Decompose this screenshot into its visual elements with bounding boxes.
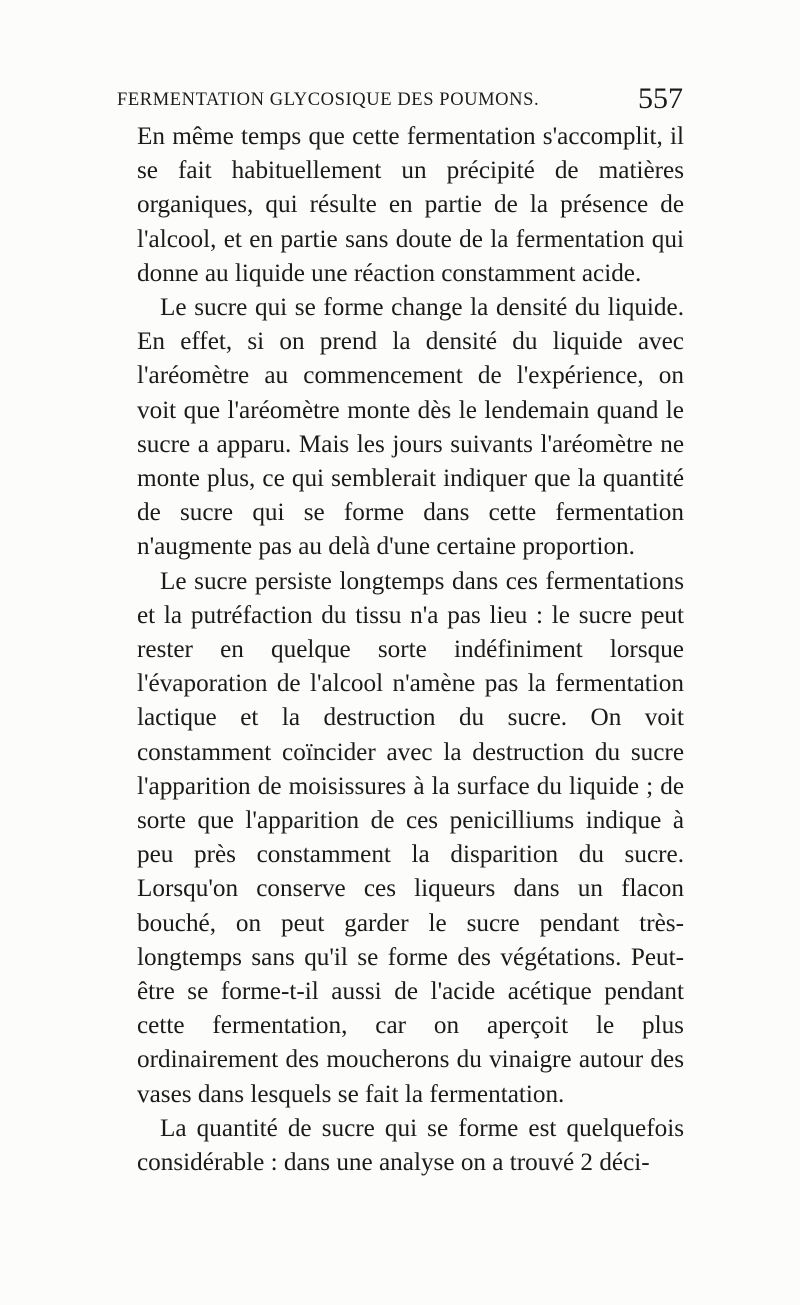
paragraph-2: Le sucre qui se forme change la densité du liquide. En effet, si on prend la densité du liquide avec l'aréomètre au commencement de l'expérience, on voit que l'aréomètre monte dès le lendemain quand le sucre a apparu. Mais les jours suivants l'aréomètre ne monte plus, ce qui semblerait indiquer que la quantité de sucre qui se forme dans cette fermentation n'augmente pas au delà d'une certaine proportion. — [137, 294, 684, 561]
body-text — [137, 120, 684, 1180]
running-title: FERMENTATION GLYCOSIQUE DES POUMONS. — [117, 90, 540, 110]
paragraph-4: La quantité de sucre qui se forme est quelquefois considérable : dans une analyse on a trouvé 2 déci- — [137, 1114, 684, 1177]
running-head — [117, 82, 683, 118]
paragraph-3: Le sucre persiste longtemps dans ces fermentations et la putréfaction du tissu n'a pas lieu : le sucre peut rester en quelque sorte indéfiniment lorsque l'évaporation de l'alcool n'amène pas la fermentation lactique et la destruction du sucre. On voit constamment coïncider avec la destruction du sucre l'apparition de moisissures à la surface du liquide ; de sorte que l'apparition de ces penicilliums indique à peu près constamment la disparition du sucre. Lorsqu'on conserve ces liqueurs dans un flacon bouché, on peut garder le sucre pendant très-longtemps sans qu'il se forme des végétations. Peut-être se forme-t-il aussi de l'acide acétique pendant cette fermentation, car on aperçoit le plus ordinairement des moucherons du vinaigre autour des vases dans lesquels se fait la fermentation. — [137, 567, 684, 1108]
paragraph-1: En même temps que cette fermentation s'accomplit, il se fait habituellement un précipité de matières organiques, qui résulte en partie de la présence de l'alcool, et en partie sans doute de la fermentation qui donne au liquide une réaction constamment acide. — [137, 123, 684, 287]
page-number: 557 — [638, 82, 683, 115]
